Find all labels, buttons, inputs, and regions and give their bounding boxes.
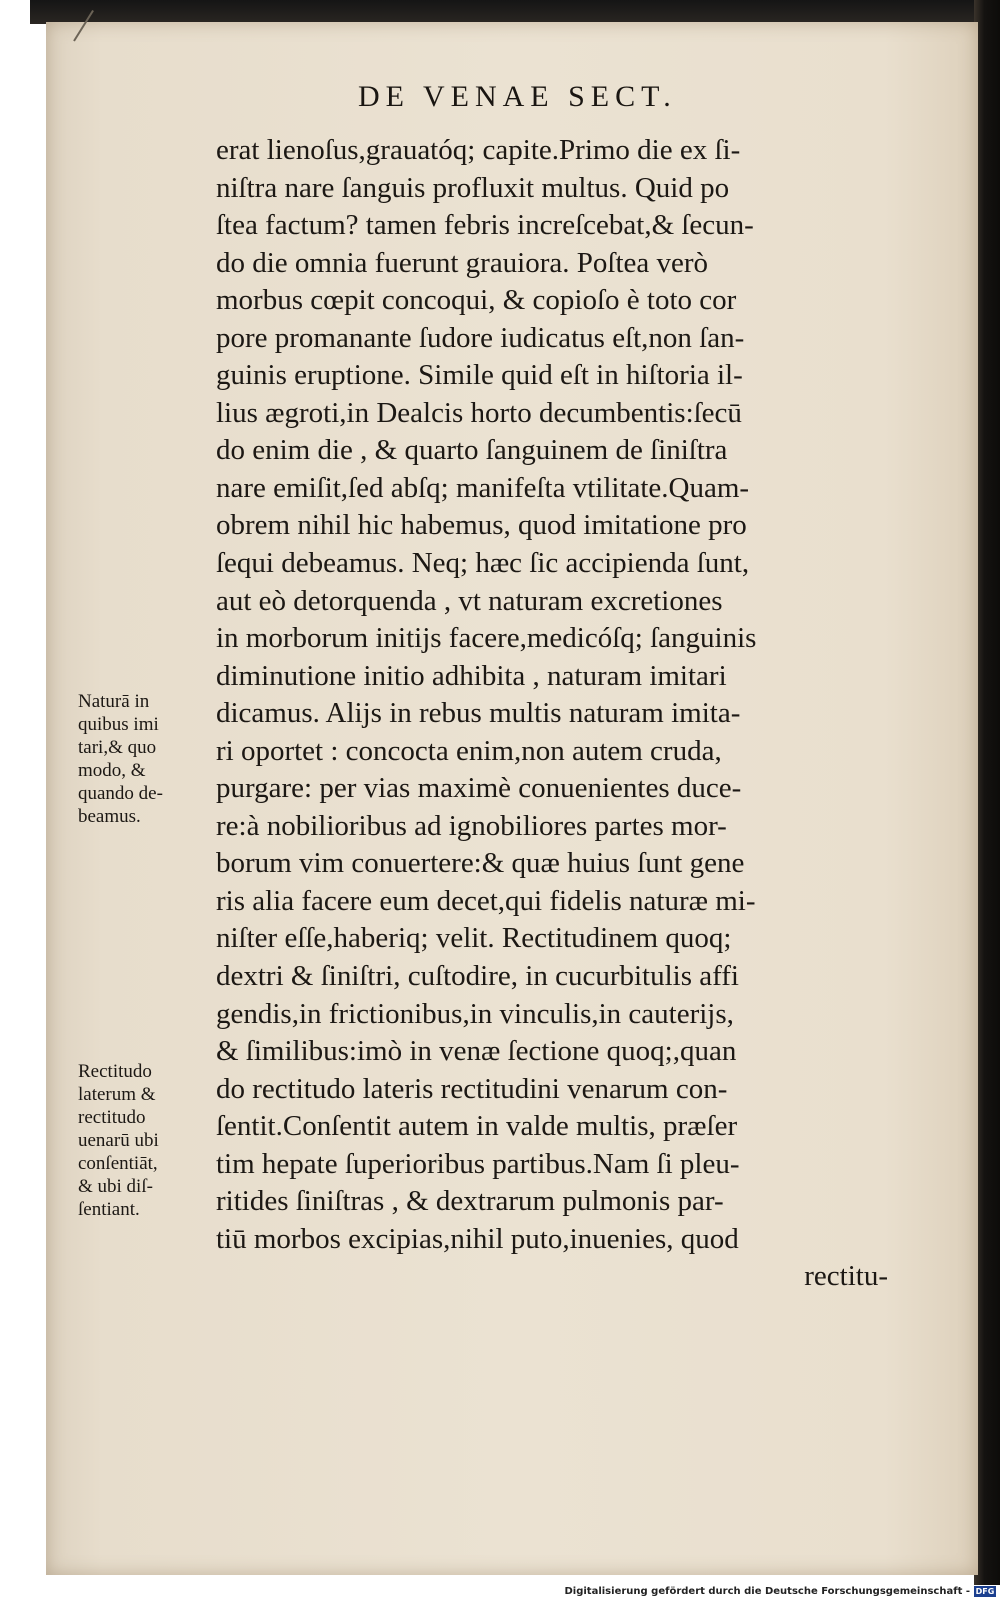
text-line: ſentit.Conſentit autem in valde multis, præſer (216, 1110, 738, 1143)
marginal-note-imitation (78, 690, 208, 828)
text-line: borum vim conuertere:& quæ huius ſunt gene (216, 847, 745, 880)
text-line: aut eò detorquenda , vt naturam excretiones (216, 584, 723, 617)
text-line: dextri & ſiniſtri, cuſtodire, in cucurbitulis affi (216, 960, 739, 993)
main-text-block (216, 132, 888, 1296)
text-line: gendis,in frictionibus,in vinculis,in cauterijs, (216, 997, 734, 1030)
text-line: do die omnia fuerunt grauiora. Poſtea verò (216, 246, 709, 279)
text-line: purgare: per vias maximè conuenientes duce- (216, 772, 742, 805)
marginal-note-line: beamus. (78, 806, 141, 827)
marginal-note-line: Naturā in (78, 691, 150, 712)
text-line: ri oportet : concocta enim,non autem cruda, (216, 734, 722, 767)
text-line: guinis eruptione. Simile quid eſt in hiſtoria il- (216, 359, 743, 392)
text-line: re:à nobilioribus ad ignobiliores partes mor- (216, 809, 727, 842)
footer-credit: Digitalisierung gefördert durch die Deutsche Forschungsgemeinschaft - (564, 1586, 970, 1597)
text-line: ſequi debeamus. Neq; hæc ſic accipienda ſunt, (216, 547, 750, 580)
running-head: DE VENAE SECT. (358, 80, 677, 113)
marginal-note-line: Rectitudo (78, 1061, 152, 1082)
marginal-note-line: quando de- (78, 783, 163, 804)
text-line: do enim die , & quarto ſanguinem de ſiniſtra (216, 434, 728, 467)
dfg-logo: DFG (975, 1587, 995, 1596)
text-line: pore promanante ſudore iudicatus eſt,non ſan- (216, 321, 745, 354)
catchword: rectitu- (804, 1260, 888, 1293)
text-line: erat lienoſus,grauatóq; capite.Primo die ex ſi- (216, 134, 741, 166)
text-line: do rectitudo lateris rectitudini venarum con- (216, 1072, 728, 1105)
marginal-note-line: modo, & (78, 760, 146, 781)
marginal-note-line: quibus imi (78, 714, 159, 735)
text-line: niſter eſſe,haberiq; velit. Rectitudinem quoq; (216, 922, 732, 955)
text-line: ritides ſiniſtras , & dextrarum pulmonis par- (216, 1185, 724, 1218)
marginal-note-line: tari,& quo (78, 737, 157, 758)
text-line: lius ægroti,in Dealcis horto decumbentis:ſecū (216, 396, 742, 429)
text-line: & ſimilibus:imò in venæ ſectione quoq;,quan (216, 1035, 737, 1068)
marginal-note-line: uenarū ubi (78, 1130, 159, 1151)
text-line: diminutione initio adhibita , naturam imitari (216, 659, 727, 692)
text-line: in morborum initijs facere,medicóſq; ſanguinis (216, 622, 757, 655)
marginal-note-line: & ubi diſ- (78, 1176, 153, 1197)
text-line: obrem nihil hic habemus, quod imitatione pro (216, 509, 747, 542)
text-line: niſtra nare ſanguis profluxit multus. Quid po (216, 171, 730, 204)
text-line: morbus cœpit concoqui, & copioſo è toto cor (216, 284, 737, 317)
marginal-note-line: rectitudo (78, 1107, 146, 1128)
marginal-note-line: ſentiant. (78, 1199, 140, 1220)
text-line: ſtea factum? tamen febris increſcebat,& ſecun- (216, 209, 754, 242)
text-line: ris alia facere eum decet,qui fidelis naturæ mi- (216, 884, 756, 917)
text-line: nare emiſit,ſed abſq; manifeſta vtilitate.Quam- (216, 471, 750, 504)
text-line: tim hepate ſuperioribus partibus.Nam ſi pleu- (216, 1147, 740, 1180)
marginal-note-line: conſentiāt, (78, 1153, 158, 1174)
text-line: dicamus. Alijs in rebus multis naturam imita- (216, 697, 741, 730)
text-line: tiū morbos excipias,nihil puto,inuenies, quod (216, 1222, 739, 1255)
book-top-edge (30, 0, 1000, 24)
marginal-note-rectitude (78, 1060, 208, 1221)
marginal-note-line: laterum & (78, 1084, 156, 1105)
